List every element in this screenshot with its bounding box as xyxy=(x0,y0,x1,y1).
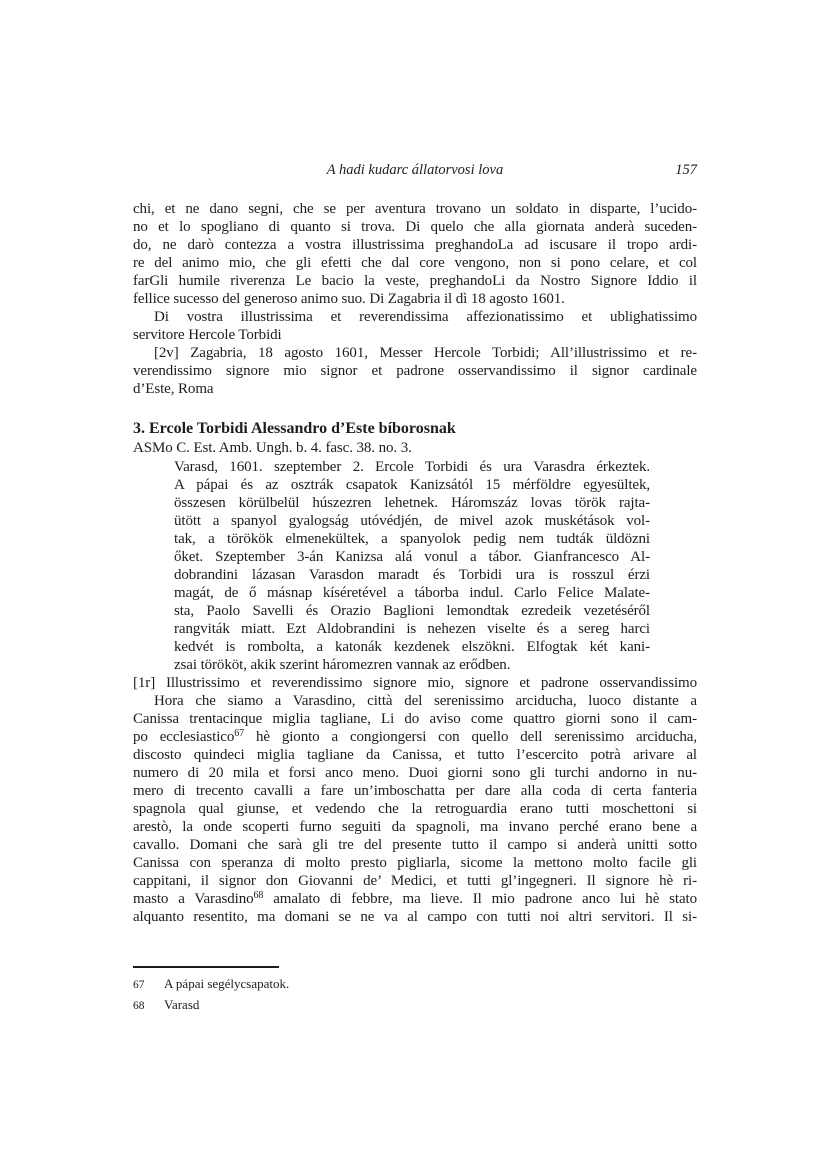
text-line: kedvét is rombolta, a katonák kezdenek elszökni. Elfogtak két kani- xyxy=(174,639,650,655)
line-text: masto a Varasdino xyxy=(133,891,254,907)
text-line: cavallo. Domani che sarà gli tre del presente tutto il campo si anderà unitti sotto xyxy=(133,837,697,853)
text-line: ütött a spanyol gyalogság utóvédjén, de mivel azok muskétások vol- xyxy=(174,513,650,529)
text-line xyxy=(133,890,697,908)
text-line: chi, et ne dano segni, che se per aventura trovano un soldato in disparte, l’ucido- xyxy=(133,201,697,217)
footnote-number: 67 xyxy=(133,979,145,991)
text-line: alquanto resentito, ma domani se ne va al campo con tutti noi altri servitori. Il si- xyxy=(133,909,697,925)
text-line: numero di 20 mila et forsi anco meno. Duoi giorni sono gli turchi andorno in nu- xyxy=(133,765,697,781)
text-line: dobrandini lázasan Varasdon maradt és Torbidi ura is rosszul érzi xyxy=(174,567,650,583)
text-block xyxy=(133,200,697,926)
text-line: sta, Paolo Savelli és Orazio Baglioni lemondtak ezredeik vezetéséről xyxy=(174,603,650,619)
text-line: Canissa trentacinque miglia tagliane, Li do aviso come quattro giorni sono il cam- xyxy=(133,711,697,727)
text-line: A pápai és az osztrák csapatok Kanizsától 15 mérföldre egyesültek, xyxy=(174,477,650,493)
text-line: Di vostra illustrissima et reverendissima affezionatissimo et ublighatissimo xyxy=(154,309,697,325)
section-heading: 3. Ercole Torbidi Alessandro d’Este bíborosnak xyxy=(133,420,456,437)
paragraph xyxy=(133,674,697,926)
text-line: [2v] Zagabria, 18 agosto 1601, Messer Hercole Torbidi; All’illustrissimo et re- xyxy=(154,345,697,361)
text-line: do, ne darò contezza a vostra illustrissima preghandoLa ad iscusare il tropo ardi- xyxy=(133,237,697,253)
paragraph xyxy=(133,200,697,308)
footnote xyxy=(133,974,697,995)
page-number: 157 xyxy=(675,162,697,178)
text-line: arestò, la onde scoperti furno seguiti da spagnoli, ma invano perché erano bene a xyxy=(133,819,697,835)
text-line: spagnola qual giunse, et vedendo che la retroguardia erano tutti moschettoni si xyxy=(133,801,697,817)
footnote-text: Varasd xyxy=(164,997,200,1012)
paragraph xyxy=(133,344,697,398)
line-text: amalato di febbre, ma lieve. Il mio padrone anco lui hè stato xyxy=(263,891,697,907)
running-head xyxy=(133,161,697,179)
text-line: [1r] Illustrissimo et reverendissimo signore mio, signore et padrone osservandissimo xyxy=(133,675,697,691)
footnote-number: 68 xyxy=(133,1000,145,1012)
text-line: discosto quindeci miglia tagliane da Canissa, et tutto l’escercito potrà arivare al xyxy=(133,747,697,763)
text-line: d’Este, Roma xyxy=(133,381,214,397)
text-line: tak, a törökök elmenekültek, a spanyolok pedig nem tudták üldözni xyxy=(174,531,650,547)
text-line: no et lo spogliano di quanto si trova. Di quelo che alla giornata anderà suceden- xyxy=(133,219,697,235)
footnote xyxy=(133,995,697,1016)
paragraph xyxy=(133,308,697,344)
footnote-ref: 67 xyxy=(234,728,245,739)
line-text: po ecclesiastico xyxy=(133,729,235,745)
text-line: fellice sucesso del generoso animo suo. Di Zagabria il dì 18 agosto 1601. xyxy=(133,291,565,307)
text-line xyxy=(133,728,697,746)
text-line: zsai törököt, akik szerint háromezren vannak az erődben. xyxy=(174,657,511,673)
text-line: Canissa con speranza di molto presto pigliarla, sicome la mettono molto facile gli xyxy=(133,855,697,871)
text-line: rangviták miatt. Ezt Aldobrandini is nehezen viselte és a sereg harci xyxy=(174,621,650,637)
footnote-text: A pápai segélycsapatok. xyxy=(164,976,290,991)
text-line: farGli humile riverenza Le bacio la veste, preghandoLi da Nostro Signore Iddio il xyxy=(133,273,697,289)
line-text: hè gionto a congiongersi con quello dell serenissimo arciducha, xyxy=(244,729,697,745)
text-line: Varasd, 1601. szeptember 2. Ercole Torbidi és ura Varasdra érkeztek. xyxy=(174,459,650,475)
text-line: magát, de ő másnap kíséretével a táborba indul. Carlo Felice Malate- xyxy=(174,585,650,601)
footnote-rule xyxy=(133,966,279,968)
text-line: verendissimo signore mio signor et padrone osservandissimo il signor cardinale xyxy=(133,363,697,379)
text-line: összesen körülbelül húszezren lehetnek. Háromszáz lovas török rajta- xyxy=(174,495,650,511)
text-line: Hora che siamo a Varasdino, città del serenissimo arciducha, luoco distante a xyxy=(154,693,697,709)
text-line: cappitani, il signor don Giovanni de’ Medici, et tutti gl’ingegneri. Il signore hè ri- xyxy=(133,873,697,889)
text-line: őket. Szeptember 3-án Kanizsa alá vonul a tábor. Gianfrancesco Al- xyxy=(174,549,650,565)
footnotes xyxy=(133,966,697,1016)
text-line: re del animo mio, che gli efetti che dal core vengono, non si pono celare, et col xyxy=(133,255,697,271)
archival-source-line: ASMo C. Est. Amb. Ungh. b. 4. fasc. 38. no. 3. xyxy=(133,440,412,456)
text-line: servitore Hercole Torbidi xyxy=(133,327,282,343)
footnote-ref: 68 xyxy=(253,890,264,901)
text-line: mero di trecento cavalli a fare un’imboschatta per dare alla coda di certa fanteria xyxy=(133,783,697,799)
summary-quote-block xyxy=(174,458,650,674)
running-title: A hadi kudarc állatorvosi lova xyxy=(326,162,504,178)
